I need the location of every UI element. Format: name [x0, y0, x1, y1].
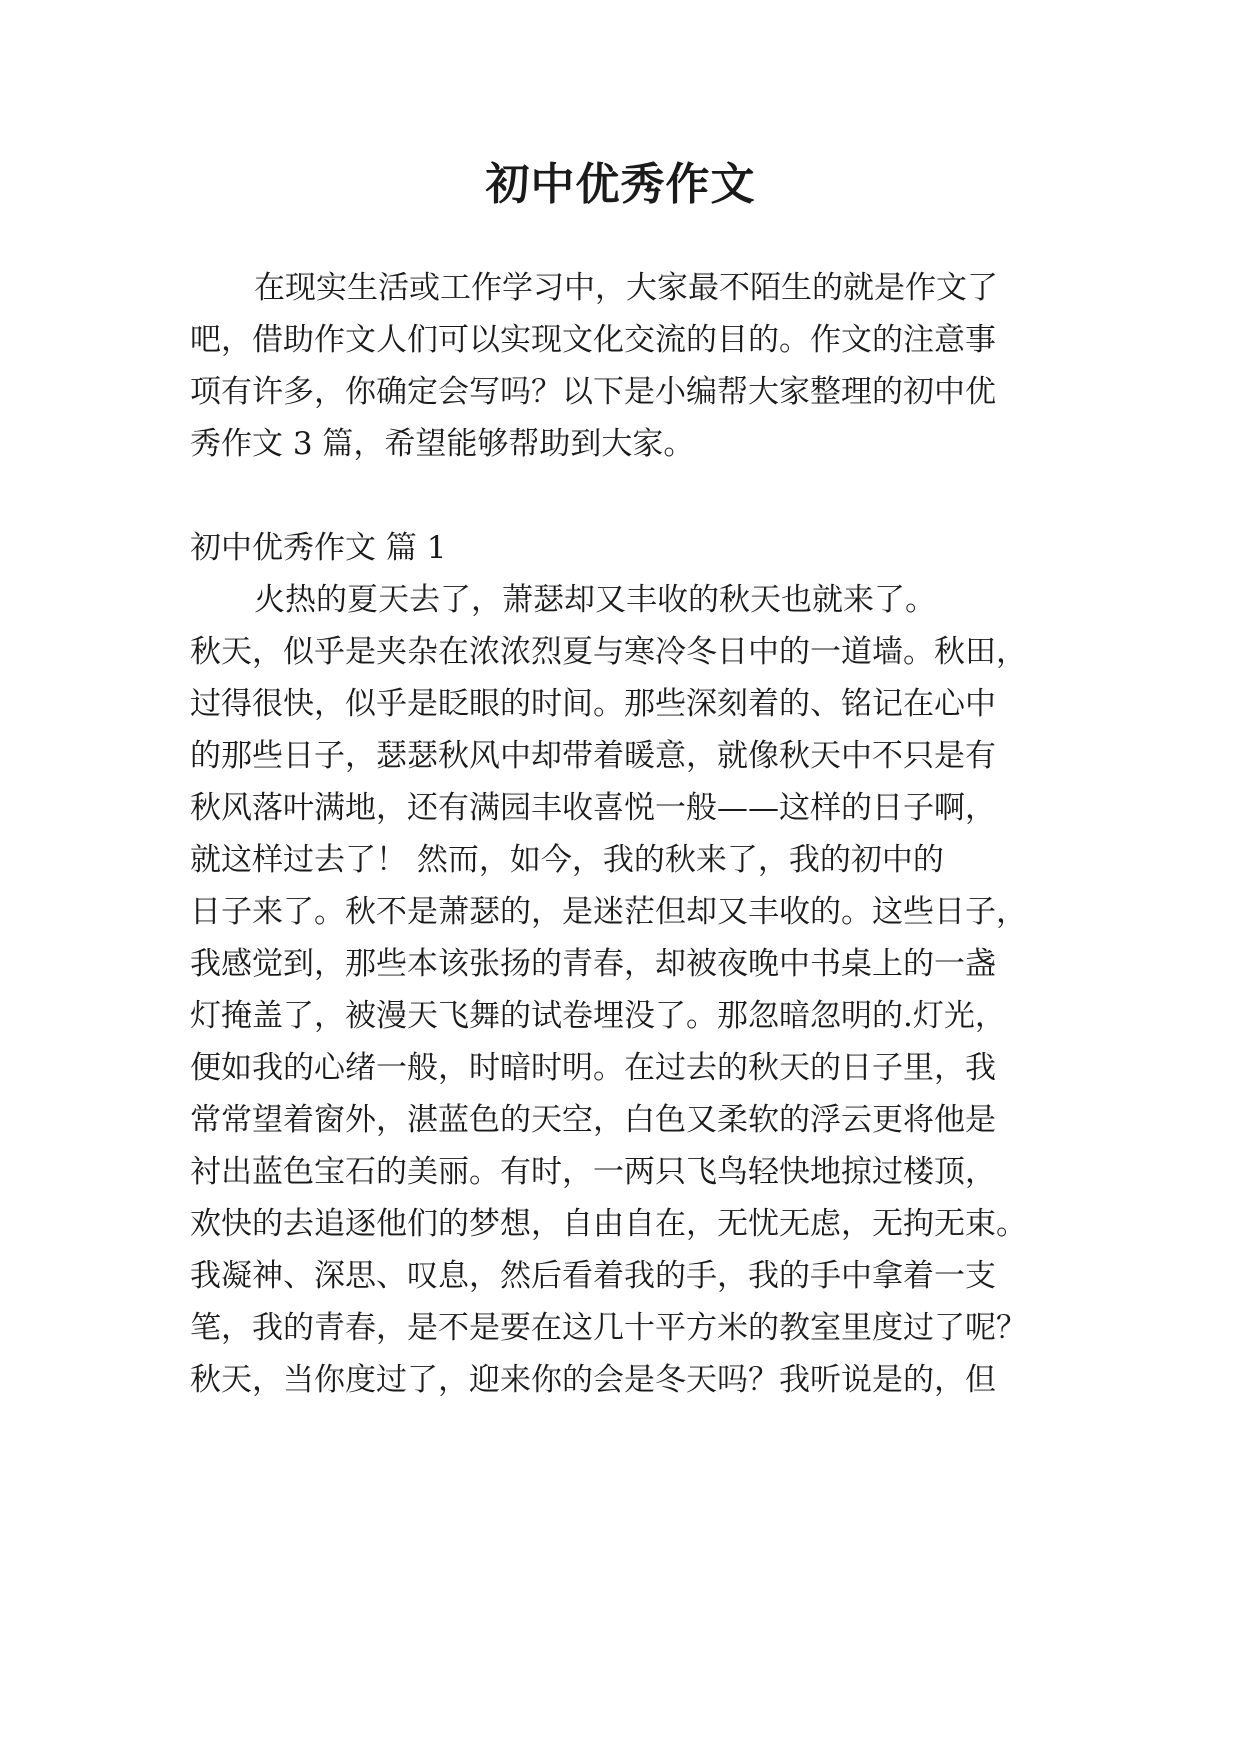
essay-line: 笔，我的青春，是不是要在这几十平方米的教室里度过了呢？ — [190, 1310, 1027, 1346]
document-title: 初中优秀作文 — [485, 159, 756, 210]
essay-line: 的那些日子，瑟瑟秋风中却带着暖意，就像秋天中不只是有 — [190, 738, 996, 774]
intro-line: 项有许多，你确定会写吗？以下是小编帮大家整理的初中优 — [190, 374, 996, 410]
essay-line: 秋风落叶满地，还有满园丰收喜悦一般——这样的日子啊， — [190, 790, 996, 826]
essay-line: 秋天，似乎是夹杂在浓浓烈夏与寒冷冬日中的一道墙。秋田， — [190, 634, 1027, 670]
intro-line: 在现实生活或工作学习中，大家最不陌生的就是作文了 — [254, 270, 998, 306]
essay-line: 火热的夏天去了，萧瑟却又丰收的秋天也就来了。 — [254, 582, 936, 618]
essay-line: 灯掩盖了，被漫天飞舞的试卷埋没了。那忽暗忽明的.灯光， — [190, 998, 1006, 1034]
essay-line: 欢快的去追逐他们的梦想，自由自在，无忧无虑，无拘无束。 — [190, 1206, 1027, 1242]
essay-line: 我凝神、深思、叹息，然后看着我的手，我的手中拿着一支 — [190, 1258, 996, 1294]
essay-line: 秋天，当你度过了，迎来你的会是冬天吗？我听说是的，但 — [190, 1362, 996, 1398]
essay-line: 衬出蓝色宝石的美丽。有时，一两只飞鸟轻快地掠过楼顶， — [190, 1154, 996, 1190]
essay-line: 日子来了。秋不是萧瑟的，是迷茫但却又丰收的。这些日子， — [190, 894, 1027, 930]
essay-line: 我感觉到，那些本该张扬的青春，却被夜晚中书桌上的一盏 — [190, 946, 996, 982]
essay-line: 便如我的心绪一般，时暗时明。在过去的秋天的日子里，我 — [190, 1050, 996, 1086]
essay-line: 常常望着窗外，湛蓝色的天空，白色又柔软的浮云更将他是 — [190, 1102, 996, 1138]
section-heading: 初中优秀作文 篇 1 — [190, 530, 447, 566]
intro-line: 秀作文 3 篇，希望能够帮助到大家。 — [190, 426, 695, 462]
intro-line: 吧，借助作文人们可以实现文化交流的目的。作文的注意事 — [190, 322, 996, 358]
essay-line: 就这样过去了！ 然而，如今，我的秋来了，我的初中的 — [190, 842, 944, 878]
essay-line: 过得很快，似乎是眨眼的时间。那些深刻着的、铭记在心中 — [190, 686, 996, 722]
